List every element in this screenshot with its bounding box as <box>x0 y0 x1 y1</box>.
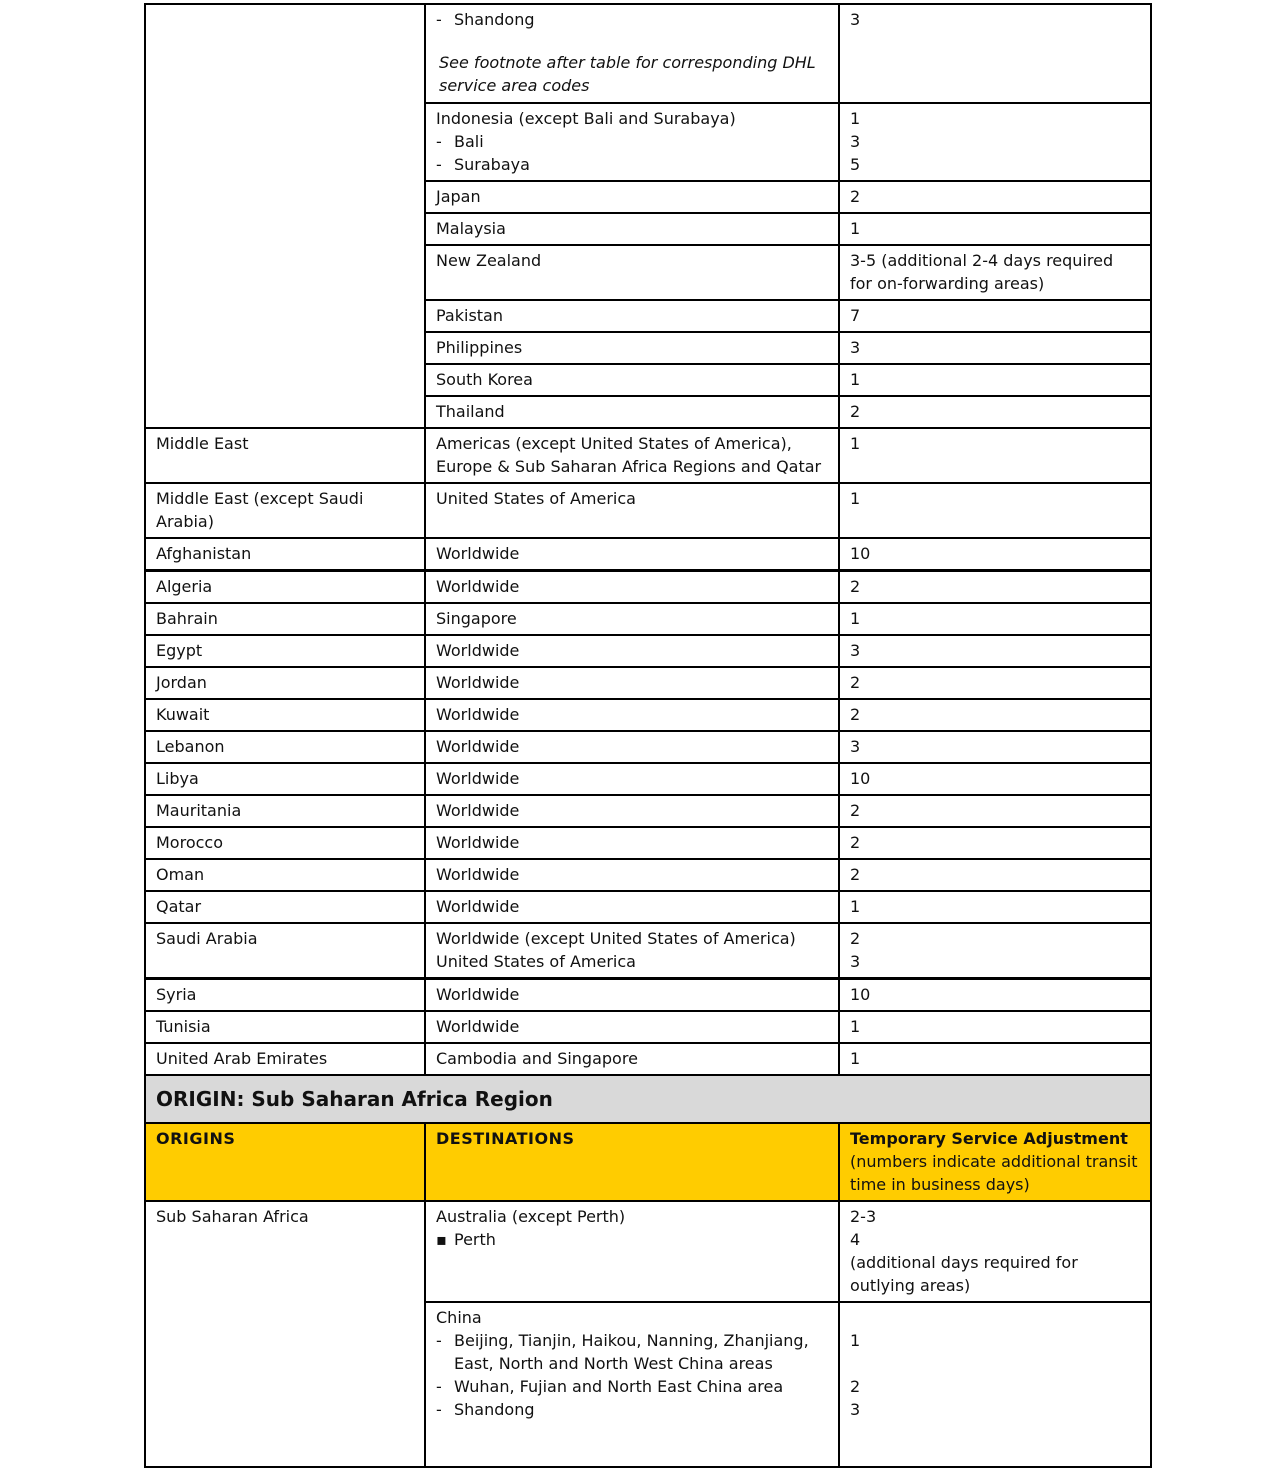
origin-cell: Morocco <box>145 827 425 859</box>
dest-cell: United States of America <box>425 483 839 538</box>
table-row <box>145 763 1151 795</box>
dest-cell: Worldwide <box>425 699 839 731</box>
table-row <box>145 1201 1151 1302</box>
table-row <box>145 483 1151 538</box>
dest-item: - Beijing, Tianjin, Haikou, Nanning, Zhanjiang, <box>436 1329 828 1352</box>
origin-cell: Sub Saharan Africa <box>145 1201 425 1467</box>
origin-cell: Afghanistan <box>145 538 425 571</box>
table-row <box>145 538 1151 571</box>
adj-cell: 2 <box>839 859 1151 891</box>
dest-cell: Australia (except Perth) ▪ Perth <box>425 1201 839 1302</box>
adjustment-header: Temporary Service Adjustment (numbers indicate additional transit time in business days) <box>839 1123 1151 1201</box>
dest-item: ▪ Perth <box>436 1228 828 1251</box>
adj-cell: 2-3 4 (additional days required for outlying areas) <box>839 1201 1151 1302</box>
table-row <box>145 891 1151 923</box>
dest-cell: Worldwide <box>425 667 839 699</box>
origin-cell: Tunisia <box>145 1011 425 1043</box>
dest-cell: Cambodia and Singapore <box>425 1043 839 1075</box>
column-header-row <box>145 1123 1151 1201</box>
adj-cell: 3 <box>839 731 1151 763</box>
table-row <box>145 603 1151 635</box>
dest-cell: China - Beijing, Tianjin, Haikou, Nanning, Zhanjiang, East, North and North West China areas - Wuhan, Fujian and North East China area - Shandong <box>425 1302 839 1467</box>
dest-cell: Worldwide <box>425 731 839 763</box>
table-row <box>145 699 1151 731</box>
adj-cell: 1 <box>839 213 1151 245</box>
dest-cell: Worldwide <box>425 763 839 795</box>
table-row <box>145 1011 1151 1043</box>
section-title: ORIGIN: Sub Saharan Africa Region <box>145 1075 1151 1123</box>
adj-cell: 1 <box>839 891 1151 923</box>
footnote-note: See footnote after table for corresponding DHL service area codes <box>439 53 816 95</box>
adj-cell: 3-5 (additional 2-4 days required for on-forwarding areas) <box>839 245 1151 300</box>
origin-cell: Kuwait <box>145 699 425 731</box>
adj-cell: 10 <box>839 979 1151 1012</box>
origin-cell: Saudi Arabia <box>145 923 425 979</box>
dest-cell: Pakistan <box>425 300 839 332</box>
table-row <box>145 667 1151 699</box>
origin-cell: Syria <box>145 979 425 1012</box>
dest-cell: Worldwide <box>425 979 839 1012</box>
dest-cell: Indonesia (except Bali and Surabaya) - Bali - Surabaya <box>425 103 839 181</box>
table-row <box>145 428 1151 483</box>
dest-cell: Americas (except United States of America), Europe & Sub Saharan Africa Regions and Qatar <box>425 428 839 483</box>
adj-cell: 1 3 5 <box>839 103 1151 181</box>
dest-cell: Japan <box>425 181 839 213</box>
origin-cell: Egypt <box>145 635 425 667</box>
table-row <box>145 731 1151 763</box>
adj-cell: 1 <box>839 428 1151 483</box>
dest-cell: South Korea <box>425 364 839 396</box>
adj-cell: 1 <box>839 364 1151 396</box>
dest-cell: Thailand <box>425 396 839 428</box>
origin-cell: Jordan <box>145 667 425 699</box>
adj-cell: 10 <box>839 763 1151 795</box>
adj-cell: 2 <box>839 699 1151 731</box>
adj-cell: 2 <box>839 571 1151 604</box>
adj-cell: 1 <box>839 603 1151 635</box>
adj-cell: 2 <box>839 827 1151 859</box>
dest-item: - Surabaya <box>436 153 828 176</box>
adj-cell: 1 <box>839 1043 1151 1075</box>
table-row <box>145 979 1151 1012</box>
origin-cell: Lebanon <box>145 731 425 763</box>
dest-cell: Worldwide <box>425 571 839 604</box>
adj-cell: 3 <box>839 4 1151 103</box>
dest-cell: Worldwide <box>425 795 839 827</box>
adj-cell: 10 <box>839 538 1151 571</box>
origin-cell: Bahrain <box>145 603 425 635</box>
table-row <box>145 795 1151 827</box>
adj-cell: 7 <box>839 300 1151 332</box>
dest-cell: Worldwide <box>425 827 839 859</box>
adj-cell: 1 <box>839 1011 1151 1043</box>
table-row <box>145 4 1151 103</box>
adj-cell: 2 <box>839 396 1151 428</box>
dest-cell: Malaysia <box>425 213 839 245</box>
adj-cell: 2 <box>839 795 1151 827</box>
table-row <box>145 635 1151 667</box>
destinations-header: DESTINATIONS <box>425 1123 839 1201</box>
dest-cell: Worldwide <box>425 891 839 923</box>
dest-cell: Worldwide <box>425 538 839 571</box>
origin-cell: Algeria <box>145 571 425 604</box>
dest-item: - Shandong <box>436 8 828 31</box>
origin-cell: Oman <box>145 859 425 891</box>
dest-cell: New Zealand <box>425 245 839 300</box>
origin-cell: Mauritania <box>145 795 425 827</box>
table-row <box>145 859 1151 891</box>
dest-cell: Worldwide <box>425 635 839 667</box>
section-header-row <box>145 1075 1151 1123</box>
origin-cell-empty <box>145 4 425 428</box>
table-row <box>145 923 1151 979</box>
dest-item: - Bali <box>436 130 828 153</box>
dest-cell <box>425 4 839 103</box>
table-row <box>145 827 1151 859</box>
transit-table <box>144 3 1152 1468</box>
adj-cell: 2 <box>839 667 1151 699</box>
origin-cell: United Arab Emirates <box>145 1043 425 1075</box>
adj-cell: 1 <box>839 483 1151 538</box>
dest-cell: Singapore <box>425 603 839 635</box>
adj-cell: 2 <box>839 181 1151 213</box>
origin-cell: Middle East <box>145 428 425 483</box>
origin-cell: Middle East (except Saudi Arabia) <box>145 483 425 538</box>
adj-cell: 2 3 <box>839 923 1151 979</box>
table-row <box>145 1043 1151 1075</box>
origin-cell: Qatar <box>145 891 425 923</box>
dest-item: - Wuhan, Fujian and North East China area <box>436 1375 828 1398</box>
dest-cell: Worldwide (except United States of America) United States of America <box>425 923 839 979</box>
adj-cell: 3 <box>839 332 1151 364</box>
origin-cell: Libya <box>145 763 425 795</box>
dest-cell: Worldwide <box>425 1011 839 1043</box>
adj-cell: 1 2 3 <box>839 1302 1151 1467</box>
adj-cell: 3 <box>839 635 1151 667</box>
origins-header: ORIGINS <box>145 1123 425 1201</box>
dest-item: - Shandong <box>436 1398 828 1421</box>
dest-cell: Worldwide <box>425 859 839 891</box>
table-row <box>145 571 1151 604</box>
dest-cell: Philippines <box>425 332 839 364</box>
